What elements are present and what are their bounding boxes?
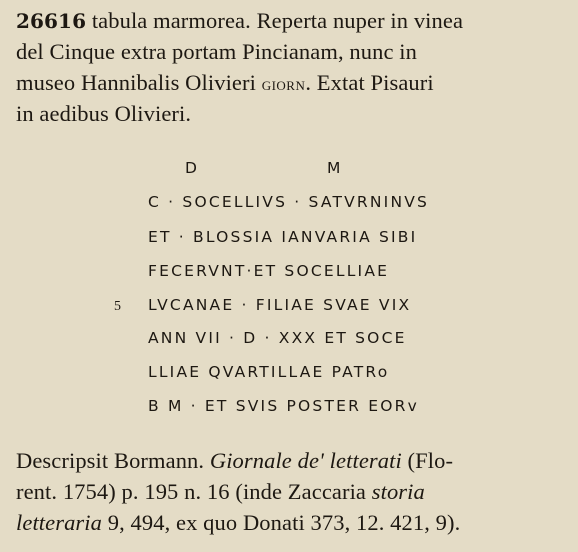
inscription-line-2: ET · BLOSSIA IANVARIA SIBI: [148, 228, 418, 246]
line-number-marker: 5: [114, 299, 121, 314]
footer-text-1b: (Flo-: [401, 448, 454, 473]
inscription-line-5: ANN VII · D · XXX ET SOCE: [148, 329, 407, 347]
header-text-1: tabula marmorea. Reperta nuper in vinea: [86, 8, 464, 33]
journal-title: Giornale de' letterati: [209, 448, 402, 473]
footer-line-2: [16, 477, 425, 507]
header-line-3: [16, 68, 434, 100]
header-text-3b: . Extat Pisauri: [305, 70, 434, 95]
inscription-line-7: B M · ET SVIS POSTER EORv: [148, 397, 419, 415]
inscription-line-1: C · SOCELLIVS · SATVRNINVS: [148, 193, 430, 211]
inscription-line-4: LVCANAE · FILIAE SVAE VIX: [148, 296, 412, 314]
storia-italic: storia: [371, 479, 425, 504]
abbreviation-giorn: giorn: [261, 74, 306, 95]
footer-text-3: 9, 494, ex quo Donati 373, 12. 421, 9).: [102, 510, 461, 535]
inscription-line-0b: M: [327, 159, 343, 177]
header-line-4: in aedibus Olivieri.: [16, 101, 192, 126]
header-line-1: [16, 6, 463, 36]
footer-text-2: rent. 1754) p. 195 n. 16 (inde Zaccaria: [16, 479, 372, 504]
header-line-2: del Cinque extra portam Pincianam, nunc in: [16, 39, 417, 64]
inscription-line-6: LLIAE QVARTILLAE PATRo: [148, 363, 390, 381]
footer-line-3: [16, 508, 460, 538]
header-text-3a: museo Hannibalis Olivieri: [16, 70, 262, 95]
entry-number: 26616: [16, 9, 87, 33]
footer-line-1: [16, 446, 453, 476]
inscription-line-3: FECERVNT·ET SOCELLIAE: [148, 262, 390, 280]
inscription-line-0a: D: [185, 159, 200, 177]
letteraria-italic: letteraria: [16, 510, 102, 535]
footer-text-1a: Descripsit Bormann.: [16, 448, 210, 473]
